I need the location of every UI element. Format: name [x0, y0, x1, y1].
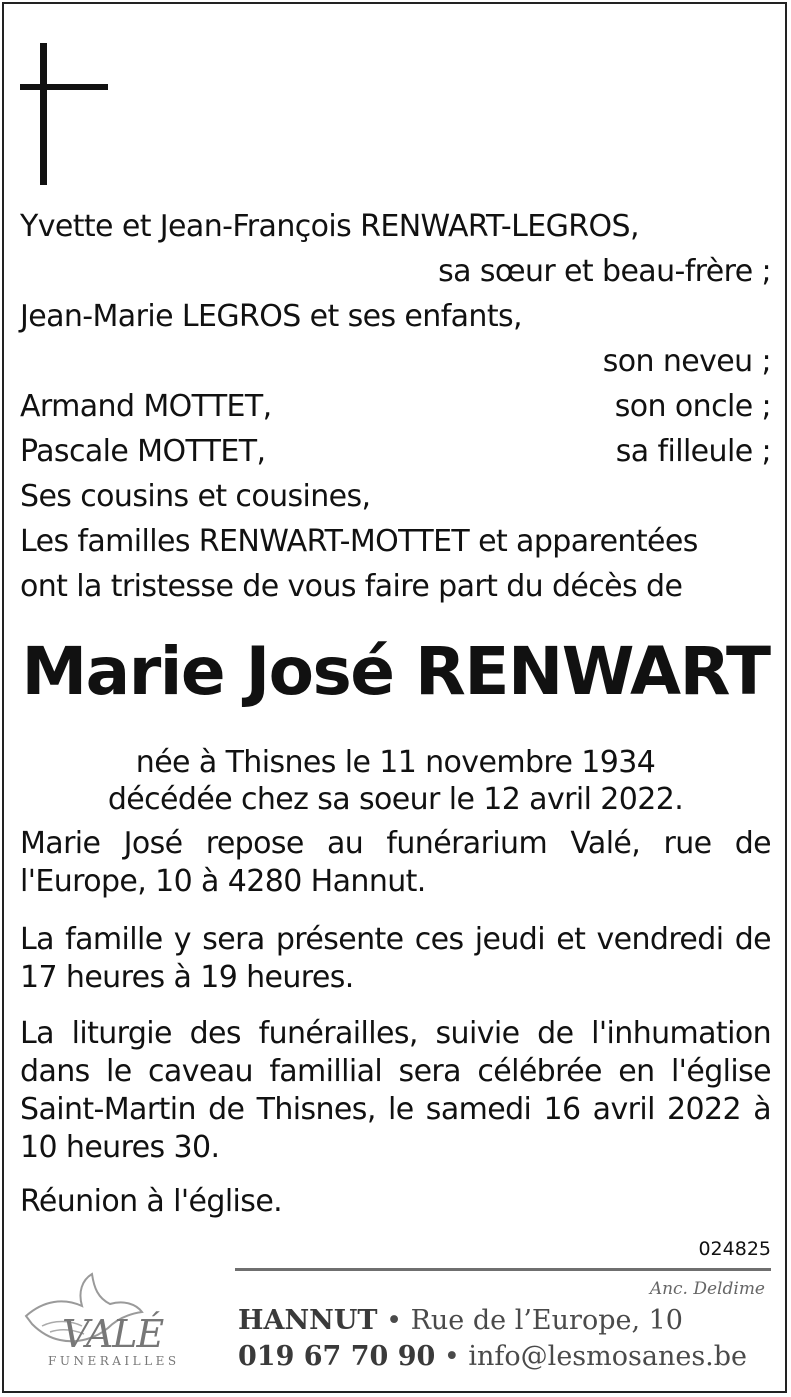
paragraph-repose: Marie José repose au funérarium Valé, rue de l'Europe, 10 à 4280 Hannut. [20, 826, 771, 899]
logo-subtitle: FUNERAILLES [48, 1354, 180, 1368]
death-line: décédée chez sa soeur le 12 avril 2022. [107, 782, 684, 817]
paragraph-visit: La famille y sera présente ces jeudi et vendredi de 17 heures à 19 heures. [20, 922, 771, 995]
family-name: Pascale MOTTET, [20, 434, 266, 469]
logo-wordmark: VALÉ [62, 1312, 164, 1356]
bullet-separator: • [443, 1341, 460, 1372]
footer-divider [235, 1268, 771, 1271]
paragraph-reunion: Réunion à l'église. [20, 1184, 283, 1219]
family-line: son neveu ; [602, 344, 771, 379]
family-line: ont la tristesse de vous faire part du décès de [20, 569, 683, 604]
family-line [20, 387, 771, 427]
family-line [20, 432, 771, 472]
family-line: Les familles RENWART-MOTTET et apparentées [20, 524, 698, 559]
contact-address: Rue de l’Europe, 10 [410, 1305, 683, 1336]
family-line: Yvette et Jean-François RENWART-LEGROS, [20, 209, 639, 244]
reference-number: 024825 [698, 1238, 771, 1260]
family-line: sa sœur et beau-frère ; [438, 254, 771, 289]
family-name: Armand MOTTET, [20, 389, 272, 424]
bullet-separator: • [386, 1305, 402, 1336]
anc-deldime: Anc. Deldime [649, 1279, 765, 1299]
deceased-name: Marie José RENWART [21, 633, 770, 710]
family-line: Jean-Marie LEGROS et ses enfants, [20, 299, 522, 334]
family-relation: sa filleule ; [615, 434, 771, 469]
birth-line: née à Thisnes le 11 novembre 1934 [135, 745, 656, 780]
contact-city: HANNUT [238, 1305, 378, 1336]
contact-address-line [238, 1304, 683, 1338]
paragraph-liturgy: La liturgie des funérailles, suivie de l'inhumation dans le caveau famillial sera célébrée en l'église Saint-Martin de Thisnes, le samedi 16 avril 2022 à 10 heures 30. [20, 1016, 771, 1165]
contact-phone-line [238, 1340, 747, 1374]
contact-phone: 019 67 70 90 [238, 1341, 436, 1372]
family-line: Ses cousins et cousines, [20, 479, 371, 514]
contact-email[interactable]: info@lesmosanes.be [468, 1341, 748, 1372]
family-relation: son oncle ; [614, 389, 771, 424]
